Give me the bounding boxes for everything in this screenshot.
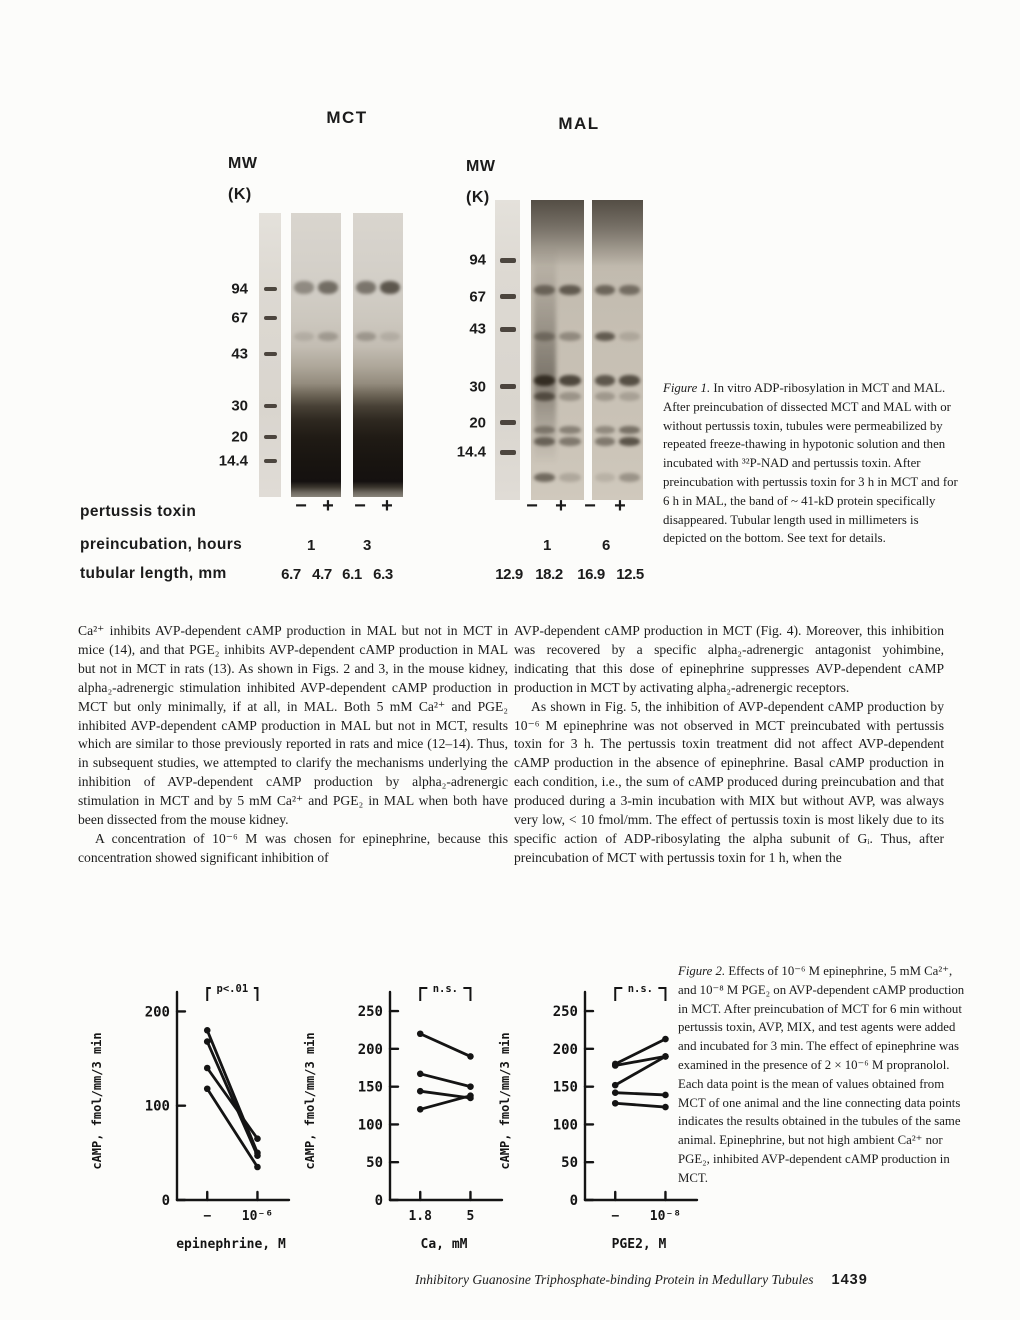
gel-row-value: 16.9 — [577, 566, 605, 583]
figure-1-caption-lead: Figure 1. — [663, 381, 711, 395]
chart-calcium — [298, 962, 508, 1265]
gel-mct-mw-header — [228, 148, 257, 210]
svg-text:epinephrine, M: epinephrine, M — [176, 1237, 286, 1252]
gel-row-value: 4.7 — [312, 566, 332, 583]
svg-text:250: 250 — [357, 1004, 383, 1021]
gel-row-value: 12.5 — [616, 566, 644, 583]
mw-marker-value: 67 — [231, 309, 248, 327]
gel-marker-lane — [259, 213, 281, 497]
svg-text:10⁻⁸: 10⁻⁸ — [649, 1209, 682, 1224]
gel-row-value: 6.3 — [373, 566, 393, 583]
gel-sample-lane — [592, 200, 643, 500]
svg-text:0: 0 — [161, 1193, 170, 1209]
figure-2-caption-body: Effects of 10⁻⁶ M epinephrine, 5 mM Ca²⁺, and 10⁻⁸ M PGE₂ on AVP-dependent cAMP production in MCT. After preincubation of MCT for 6 min without pertussis toxin, AVP, MIX, and test agents were added and incubated for 3 min. The effect of epinephrine was examined in the presence of 2 × 10⁻⁶ M propranolol. Each data point is the mean of values obtained from MCT of one animal and the line connecting data points indicates the results obtained in the tubules of the same animal. Epinephrine, but not high ambient Ca²⁺ nor PGE₂, inhibited AVP-dependent cAMP production in MCT. — [678, 964, 965, 1185]
mw-marker-value: 14.4 — [218, 452, 248, 470]
gel-sample-lane — [531, 200, 584, 500]
gel-row-value: − — [354, 495, 366, 517]
page-number: 1439 — [831, 1272, 868, 1288]
svg-text:cAMP, fmol/mm/3 min: cAMP, fmol/mm/3 min — [90, 1032, 104, 1170]
gel-sample-lane — [291, 213, 341, 497]
fig2-chart-svg — [493, 962, 703, 1260]
mw-marker-value: 43 — [231, 345, 248, 363]
running-title: Inhibitory Guanosine Triphosphate-binding Protein in Medullary Tubules — [415, 1272, 814, 1287]
svg-text:Ca, mM: Ca, mM — [420, 1237, 468, 1252]
mw-label: MW — [466, 158, 496, 175]
svg-text:5: 5 — [466, 1209, 475, 1224]
chart-pge2 — [493, 962, 703, 1265]
gel-image-mal — [493, 200, 645, 500]
mw-marker-value: 30 — [469, 378, 486, 396]
svg-text:−: − — [611, 1209, 620, 1224]
gel-row-value: + — [381, 495, 393, 517]
svg-text:200: 200 — [552, 1041, 578, 1058]
svg-text:100: 100 — [144, 1098, 170, 1115]
svg-text:200: 200 — [357, 1041, 383, 1058]
svg-text:200: 200 — [144, 1004, 170, 1021]
body-paragraph: As shown in Fig. 5, the inhibition of AVP-dependent cAMP production by 10⁻⁶ M epinephrine was not observed in MCT preincubated with pertussis toxin for 3 h. The pertussis toxin treatment did not affect AVP-dependent cAMP production in the absence of epinephrine. Basal cAMP production in each condition, i.e., the sum of cAMP produced during preincubation and that produced during a 3-min incubation with MIX but without AVP, was always very low, < 10 fmol/mm. The effect of pertussis toxin is most likely due to its specific action of ADP-ribosylating the alpha subunit of Gᵢ. Thus, after preincubation of MCT with pertussis toxin for 1 h, when the — [514, 698, 944, 865]
mw-marker-value: 94 — [231, 280, 248, 298]
svg-text:−: − — [203, 1209, 212, 1224]
svg-text:1.8: 1.8 — [408, 1209, 432, 1224]
gel-mal-title: MAL — [558, 114, 600, 133]
body-column-left — [78, 622, 508, 868]
svg-text:cAMP, fmol/mm/3 min: cAMP, fmol/mm/3 min — [498, 1032, 512, 1170]
fig2-chart-svg — [298, 962, 508, 1260]
gel-row-value: + — [322, 495, 334, 517]
figure-2-caption — [678, 962, 970, 1188]
gel-row-value: − — [526, 495, 538, 517]
svg-text:150: 150 — [552, 1079, 578, 1096]
gel-row-value: − — [295, 495, 307, 517]
mw-marker-value: 94 — [469, 251, 486, 269]
mw-marker-value: 14.4 — [456, 443, 486, 461]
gel-row-value: − — [584, 495, 596, 517]
svg-text:50: 50 — [561, 1155, 578, 1172]
mw-label: MW — [228, 155, 258, 172]
svg-text:0: 0 — [569, 1193, 578, 1209]
svg-text:0: 0 — [374, 1193, 383, 1209]
gel-row-value: 6.7 — [281, 566, 301, 583]
gel-row-value: 6.1 — [342, 566, 362, 583]
gel-mal-mw-ladder-labels — [420, 200, 486, 500]
svg-text:100: 100 — [357, 1117, 383, 1134]
svg-text:PGE2, M: PGE2, M — [611, 1237, 667, 1252]
gel-row-value: 1 — [543, 537, 551, 554]
svg-text:10⁻⁶: 10⁻⁶ — [241, 1209, 274, 1224]
gel-row-value: 12.9 — [495, 566, 523, 583]
mw-marker-value: 20 — [469, 414, 486, 432]
figure-2-caption-lead: Figure 2. — [678, 964, 726, 978]
gel-row-label: tubular length, mm — [80, 565, 227, 582]
figure-1-caption — [663, 379, 965, 548]
gel-row-label: preincubation, hours — [80, 536, 243, 553]
svg-text:150: 150 — [357, 1079, 383, 1096]
gel-row-value: 6 — [602, 537, 610, 554]
gel-mct-title: MCT — [326, 108, 368, 127]
svg-text:cAMP, fmol/mm/3 min: cAMP, fmol/mm/3 min — [303, 1032, 317, 1170]
svg-text:100: 100 — [552, 1117, 578, 1134]
mw-unit-label: (K) — [228, 186, 252, 203]
svg-text:50: 50 — [366, 1155, 383, 1172]
gel-row-value: + — [555, 495, 567, 517]
gel-row-value: 1 — [307, 537, 315, 554]
page-footer — [415, 1272, 868, 1288]
svg-text:250: 250 — [552, 1004, 578, 1021]
gel-marker-lane — [495, 200, 520, 500]
gel-row-value: 3 — [363, 537, 371, 554]
svg-text:n.s.: n.s. — [627, 983, 653, 995]
svg-text:n.s.: n.s. — [432, 983, 458, 995]
gel-row-value: 18.2 — [535, 566, 563, 583]
mw-marker-value: 43 — [469, 320, 486, 338]
mw-marker-value: 67 — [469, 288, 486, 306]
gel-row-label: pertussis toxin — [80, 503, 197, 520]
gel-row-value: + — [614, 495, 626, 517]
mw-marker-value: 30 — [231, 397, 248, 415]
body-column-right — [514, 622, 944, 868]
gel-image-mct — [255, 213, 407, 497]
body-paragraph: Ca²⁺ inhibits AVP-dependent cAMP production in MAL but not in MCT in mice (14), and that PGE₂ inhibits AVP-dependent cAMP production in MAL but not in MCT in rats (13). As shown in Figs. 2 and 3, in the mouse kidney, alpha₂-adrenergic stimulation inhibited AVP-dependent cAMP production in MCT but only minimally, if at all, in MAL. Both 5 mM Ca²⁺ and PGE₂ inhibited AVP-dependent cAMP production in MAL but not in MCT, results which are similar to those previously reported in rats and mice (12–14). Thus, in subsequent studies, we attempted to clarify the mechanisms underlying the inhibition of AVP-dependent cAMP production by alpha₂-adrenergic stimulation in MCT and by 5 mM Ca²⁺ and PGE₂ in MAL when both have been dissected from the mouse kidney. — [78, 623, 508, 828]
figure-1-caption-body: In vitro ADP-ribosylation in MCT and MAL. After preincubation of dissected MCT and MAL with or without pertussis toxin, tubules were permeabilized by repeated freeze-thawing in hypotonic solution and then incubated with ³²P-NAD and pertussis toxin. After preincubation with pertussis toxin for 3 h in MCT and for 6 h in MAL, the band of ~ 41-kD protein specifically disappeared. Tubular length used in millimeters is depicted on the bottom. See text for details. — [663, 381, 958, 546]
chart-epinephrine — [85, 962, 295, 1265]
svg-text:p<.01: p<.01 — [216, 983, 249, 995]
gel-sample-lane — [353, 213, 403, 497]
body-paragraph: A concentration of 10⁻⁶ M was chosen for epinephrine, because this concentration showed significant inhibition of — [78, 830, 508, 865]
mw-unit-label: (K) — [466, 189, 490, 206]
body-paragraph: AVP-dependent cAMP production in MCT (Fig. 4). Moreover, this inhibition was recovered by a specific alpha₂-adrenergic antagonist yohimbine, indicating that this dose of epinephrine suppresses AVP-dependent cAMP production in MCT by activating alpha₂-adrenergic receptors. — [514, 623, 944, 695]
mw-marker-value: 20 — [231, 428, 248, 446]
gel-mct-mw-ladder-labels — [180, 213, 248, 497]
fig2-chart-svg — [85, 962, 295, 1260]
